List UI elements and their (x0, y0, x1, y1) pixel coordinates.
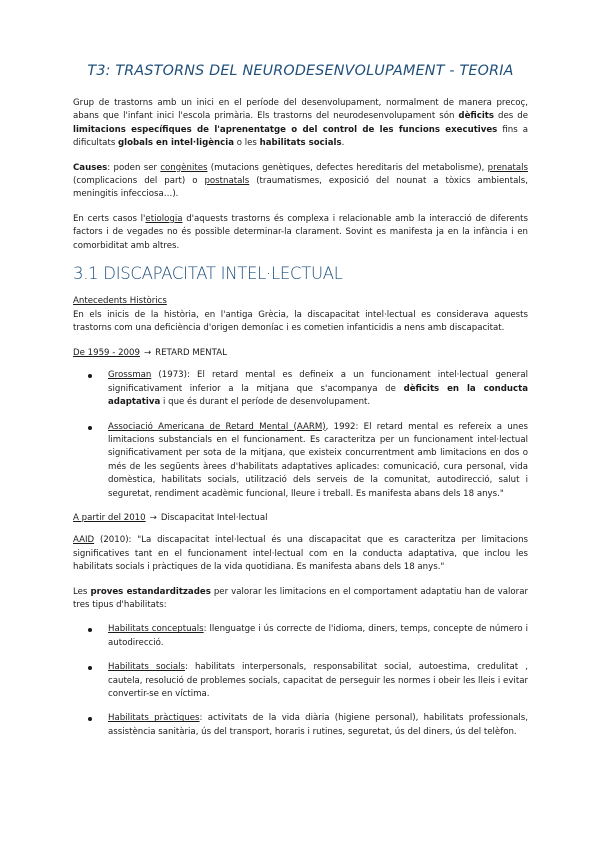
list-item: Habilitats pràctiques: activitats de la vida diària (higiene personal), habilitats professionals, assistència sanitària, ús del transport, horaris i rutines, seguretat, ús del diners, ús del telèfon. (108, 712, 528, 739)
section-heading: 3.1 DISCAPACITAT INTEL·LECTUAL (73, 264, 343, 284)
list-item: Associació Americana de Retard Mental (AARM), 1992: El retard mental es refereix a unes limitacions substancials en el funcionament. Es caracteritza per un funcionament intel·lectual significativament per sota de la mitjana, que existeix concurrentment amb limitacions en dos o més de les següents àrees d'habilitats adaptatives aplicades: comunicació, cura personal, vida domèstica, habilitats socials, utilització dels serveis de la comunitat, autodirecció, salut i seguretat, rendiment acadèmic funcional, lleure i treball. Es manifesta abans dels 18 anys." (108, 421, 528, 501)
page-title: T3: TRASTORNS DEL NEURODESENVOLUPAMENT - TEORIA (87, 62, 514, 79)
period1-heading: De 1959 - 2009 → RETARD MENTAL (73, 347, 227, 358)
antecedents-heading: Antecedents Històrics (73, 296, 167, 307)
bullet-icon (88, 628, 92, 632)
intro-paragraph: Grup de trastorns amb un inici en el període del desenvolupament, normalment de manera precoç, abans que l'infant inici l'escola primària. Els trastorns del neurodesenvolupament són dèficits des de limitacions específiques de l'aprenentatge o del control de les funcions executives fins a dificultats globals en intel·ligència o les habilitats socials. (73, 98, 528, 149)
period1-list (73, 369, 528, 501)
bullet-icon (88, 426, 92, 430)
etiology-paragraph: En certs casos l'etiologia d'aquests trastorns és complexa i relacionable amb la interacció de diferents factors i de vegades no és possible determinar-la clarament. Sovint es manifesta ja en la infància i en comorbiditat amb altres. (73, 213, 528, 251)
proves-paragraph: Les proves estandarditzades per valorar les limitacions en el comportament adaptatiu han de valorar tres tipus d'habilitats: (73, 586, 528, 610)
habilitats-list (73, 623, 528, 739)
list-item: Habilitats socials: habilitats interpersonals, responsabilitat social, autoestima, credulitat , cautela, resolució de problemes socials, capacitat de perseguir les normes i obeir les lleis i evitar convertir-se en víctima. (108, 661, 528, 701)
bullet-icon (88, 374, 92, 378)
arrow-right-icon: → (143, 347, 152, 358)
bullet-icon (88, 717, 92, 721)
list-item: Grossman (1973): El retard mental es defineix a un funcionament intel·lectual general significativament inferior a la mitjana que s'acompanya de dèficits en la conducta adaptativa i que és durant el període de desenvolupament. (108, 369, 528, 409)
aaid-paragraph: AAID (2010): "La discapacitat intel·lectual és una discapacitat que es caracteritza per limitacions significatives tant en el funcionament intel·lectual com en la conducta adaptativa, que inclou les habilitats socials i pràctiques de la vida quotidiana. Es manifesta abans dels 18 anys." (73, 535, 528, 573)
list-item: Habilitats conceptuals: llenguatge i ús correcte de l'idioma, diners, temps, concepte de número i autodirecció. (108, 623, 528, 650)
causes-paragraph: Causes: poden ser congènites (mutacions genètiques, defectes hereditaris del metabolisme), prenatals (complicacions del part) o postnatals (traumatismes, exposició del nounat a tòxics ambientals, meningitis infecciosa…). (73, 162, 528, 200)
period2-heading: A partir del 2010 → Discapacitat Intel·lectual (73, 512, 268, 523)
antecedents-paragraph: En els inicis de la història, en l'antiga Grècia, la discapacitat intel·lectual es considerava aquests trastorns com una deficiència d'origen demoníac i es cometien infanticidis a nens amb discapacitat. (73, 310, 528, 334)
bullet-icon (88, 666, 92, 670)
arrow-right-icon: → (149, 512, 157, 523)
